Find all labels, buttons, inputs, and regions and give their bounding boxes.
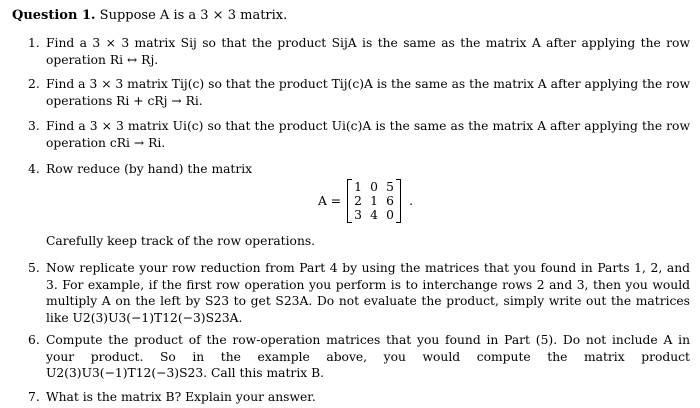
item-number: 3.: [28, 119, 40, 133]
matrix-cell: 0: [386, 208, 394, 222]
list-item-2: [28, 76, 690, 109]
item-text: Row reduce (by hand) the matrix: [46, 162, 253, 176]
item-text: Now replicate your row reduction from Part 4 by using the matrices that you found in Parts 1, 2, and 3. For example, if the first row operation you perform is to interchange rows 2 and 3, then you would multiply A on the left by S23 to get S23A. Do not evaluate the product, simply write out the matrices like U2(3)U3(−1)T12(−3)S23A.: [46, 261, 690, 325]
matrix-cell: 1: [354, 180, 362, 194]
matrix-cell: 2: [354, 194, 362, 208]
list-item-4: [28, 161, 690, 178]
item-text: Find a 3 × 3 matrix Tij(c) so that the product Tij(c)A is the same as the matrix A after applying the row operations Ri + cRj → Ri.: [46, 77, 690, 108]
matrix-equation: [318, 179, 413, 223]
list-item-6: [28, 332, 690, 382]
matrix-cell: 5: [386, 180, 394, 194]
item-number: 7.: [28, 390, 40, 404]
item-text: What is the matrix B? Explain your answer.: [46, 390, 316, 404]
item-number: 1.: [28, 36, 40, 50]
matrix-cell: 1: [370, 194, 378, 208]
row-operations-note: Carefully keep track of the row operations.: [46, 234, 316, 248]
question-label: Question 1.: [12, 8, 96, 23]
matrix-cell: 3: [354, 208, 362, 222]
list-item-3: [28, 118, 690, 151]
item-number: 2.: [28, 77, 40, 91]
item-number: 6.: [28, 333, 40, 347]
matrix-cell: 0: [370, 180, 378, 194]
item-number: 4.: [28, 162, 40, 176]
matrix-cell: 6: [386, 194, 394, 208]
matrix-a: [347, 179, 401, 223]
list-item-7: [28, 389, 690, 406]
item-text: Find a 3 × 3 matrix Sij so that the product SijA is the same as the matrix A after applying the row operation Ri ↔ Rj.: [46, 36, 690, 67]
item-number: 5.: [28, 261, 40, 275]
matrix-lhs: A =: [318, 194, 342, 208]
question-heading: [12, 7, 287, 24]
matrix-cell: 4: [370, 208, 378, 222]
item-text: Find a 3 × 3 matrix Ui(c) so that the product Ui(c)A is the same as the matrix A after applying the row operation cRi → Ri.: [46, 119, 690, 150]
matrix-trailing-period: .: [409, 194, 414, 208]
item-text: Compute the product of the row-operation matrices that you found in Part (5). Do not include A in your product. So in the example above, you would compute the matrix product U2(3)U3(−1)T12(−3)S23. Call this matrix B.: [46, 333, 690, 380]
question-intro: Suppose A is a 3 × 3 matrix.: [99, 8, 288, 23]
list-item-5: [28, 260, 690, 326]
list-item-1: [28, 35, 690, 68]
